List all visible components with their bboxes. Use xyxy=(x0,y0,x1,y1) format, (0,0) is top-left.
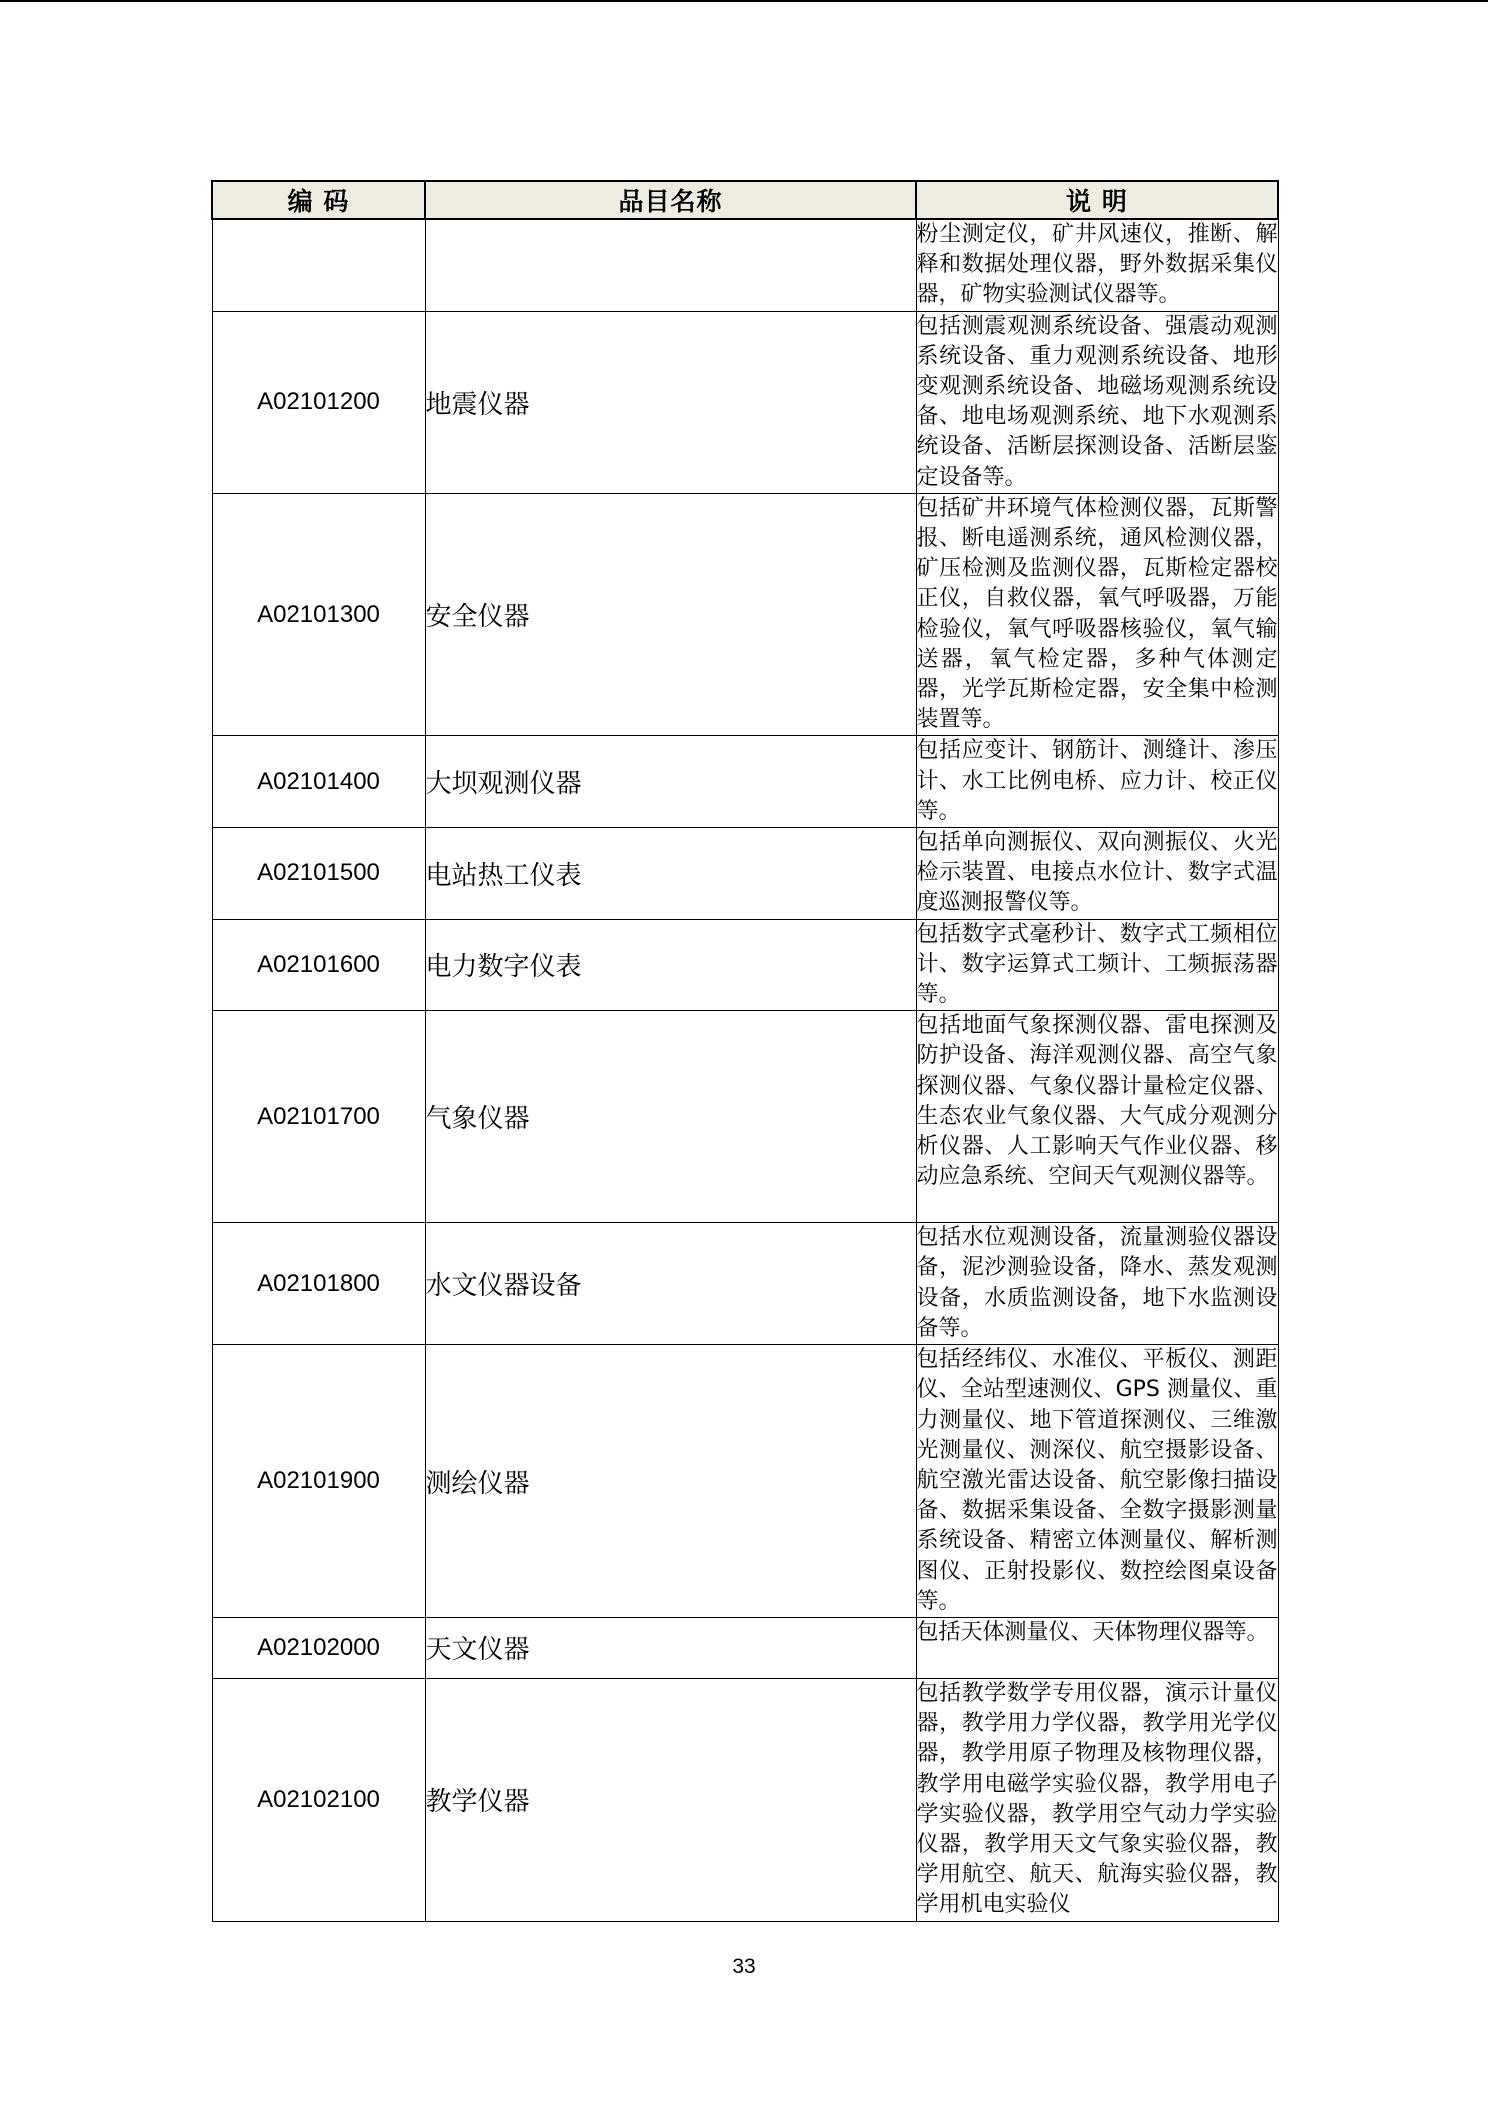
catalog-table xyxy=(211,180,1279,1922)
row-desc: 包括应变计、钢筋计、测缝计、渗压计、水工比例电桥、应力计、校正仪等。 xyxy=(916,736,1278,828)
row-desc: 包括经纬仪、水准仪、平板仪、测距仪、全站型速测仪、GPS 测量仪、重力测量仪、地下管道探测仪、三维激光测量仪、测深仪、航空摄影设备、航空激光雷达设备、航空影像扫描设备、数据采集设备、全数字摄影测量系统设备、精密立体测量仪、解析测图仪、正射投影仪、数控绘图桌设备等。 xyxy=(916,1345,1278,1618)
table-row xyxy=(212,1345,1278,1618)
table-row xyxy=(212,311,1278,493)
row-code: A02101300 xyxy=(212,493,425,736)
row-code: A02101400 xyxy=(212,736,425,828)
row-name: 电力数字仪表 xyxy=(425,919,916,1011)
row-code: A02102000 xyxy=(212,1617,425,1678)
table-row xyxy=(212,1223,1278,1345)
row-name: 安全仪器 xyxy=(425,493,916,736)
table-row xyxy=(212,919,1278,1011)
row-desc: 包括教学数学专用仪器，演示计量仪器，教学用力学仪器，教学用光学仪器，教学用原子物理及核物理仪器，教学用电磁学实验仪器，教学用电子学实验仪器，教学用空气动力学实验仪器，教学用天文气象实验仪器，教学用航空、航天、航海实验仪器，教学用机电实验仪 xyxy=(916,1678,1278,1921)
row-name: 天文仪器 xyxy=(425,1617,916,1678)
table-row xyxy=(212,828,1278,920)
row-desc: 粉尘测定仪，矿井风速仪，推断、解释和数据处理仪器，野外数据采集仪器，矿物实验测试仪器等。 xyxy=(916,219,1278,311)
row-name: 地震仪器 xyxy=(425,311,916,493)
row-code: A02102100 xyxy=(212,1678,425,1921)
row-desc: 包括天体测量仪、天体物理仪器等。 xyxy=(916,1617,1278,1678)
table-row xyxy=(212,1617,1278,1678)
row-desc: 包括地面气象探测仪器、雷电探测及防护设备、海洋观测仪器、高空气象探测仪器、气象仪器计量检定仪器、生态农业气象仪器、大气成分观测分析仪器、人工影响天气作业仪器、移动应急系统、空间天气观测仪器等。 xyxy=(916,1011,1278,1223)
row-desc: 包括测震观测系统设备、强震动观测系统设备、重力观测系统设备、地形变观测系统设备、地磁场观测系统设备、地电场观测系统、地下水观测系统设备、活断层探测设备、活断层鉴定设备等。 xyxy=(916,311,1278,493)
table-row xyxy=(212,1678,1278,1921)
header-name: 品目名称 xyxy=(425,181,916,219)
row-name: 大坝观测仪器 xyxy=(425,736,916,828)
row-desc: 包括水位观测设备，流量测验仪器设备，泥沙测验设备，降水、蒸发观测设备，水质监测设备，地下水监测设备等。 xyxy=(916,1223,1278,1345)
row-code: A02101500 xyxy=(212,828,425,920)
row-code: A02101200 xyxy=(212,311,425,493)
row-code: A02101700 xyxy=(212,1011,425,1223)
table-header-row xyxy=(212,181,1278,219)
table-row xyxy=(212,493,1278,736)
table-row xyxy=(212,1011,1278,1223)
row-desc: 包括数字式毫秒计、数字式工频相位计、数字运算式工频计、工频振荡器等。 xyxy=(916,919,1278,1011)
row-code: A02101900 xyxy=(212,1345,425,1618)
row-code xyxy=(212,219,425,311)
row-code: A02101800 xyxy=(212,1223,425,1345)
row-name: 气象仪器 xyxy=(425,1011,916,1223)
row-name: 测绘仪器 xyxy=(425,1345,916,1618)
row-name: 教学仪器 xyxy=(425,1678,916,1921)
table-row xyxy=(212,736,1278,828)
row-desc: 包括矿井环境气体检测仪器，瓦斯警报、断电遥测系统，通风检测仪器，矿压检测及监测仪器，瓦斯检定器校正仪，自救仪器，氧气呼吸器，万能检验仪，氧气呼吸器核验仪，氧气输送器，氧气检定器，多种气体测定器，光学瓦斯检定器，安全集中检测装置等。 xyxy=(916,493,1278,736)
header-desc: 说 明 xyxy=(916,181,1278,219)
row-name xyxy=(425,219,916,311)
header-code: 编 码 xyxy=(212,181,425,219)
table-row xyxy=(212,219,1278,311)
row-desc: 包括单向测振仪、双向测振仪、火光检示装置、电接点水位计、数字式温度巡测报警仪等。 xyxy=(916,828,1278,920)
row-name: 水文仪器设备 xyxy=(425,1223,916,1345)
row-name: 电站热工仪表 xyxy=(425,828,916,920)
page-top-border xyxy=(0,0,1488,2)
page-number: 33 xyxy=(732,1955,756,1978)
row-code: A02101600 xyxy=(212,919,425,1011)
